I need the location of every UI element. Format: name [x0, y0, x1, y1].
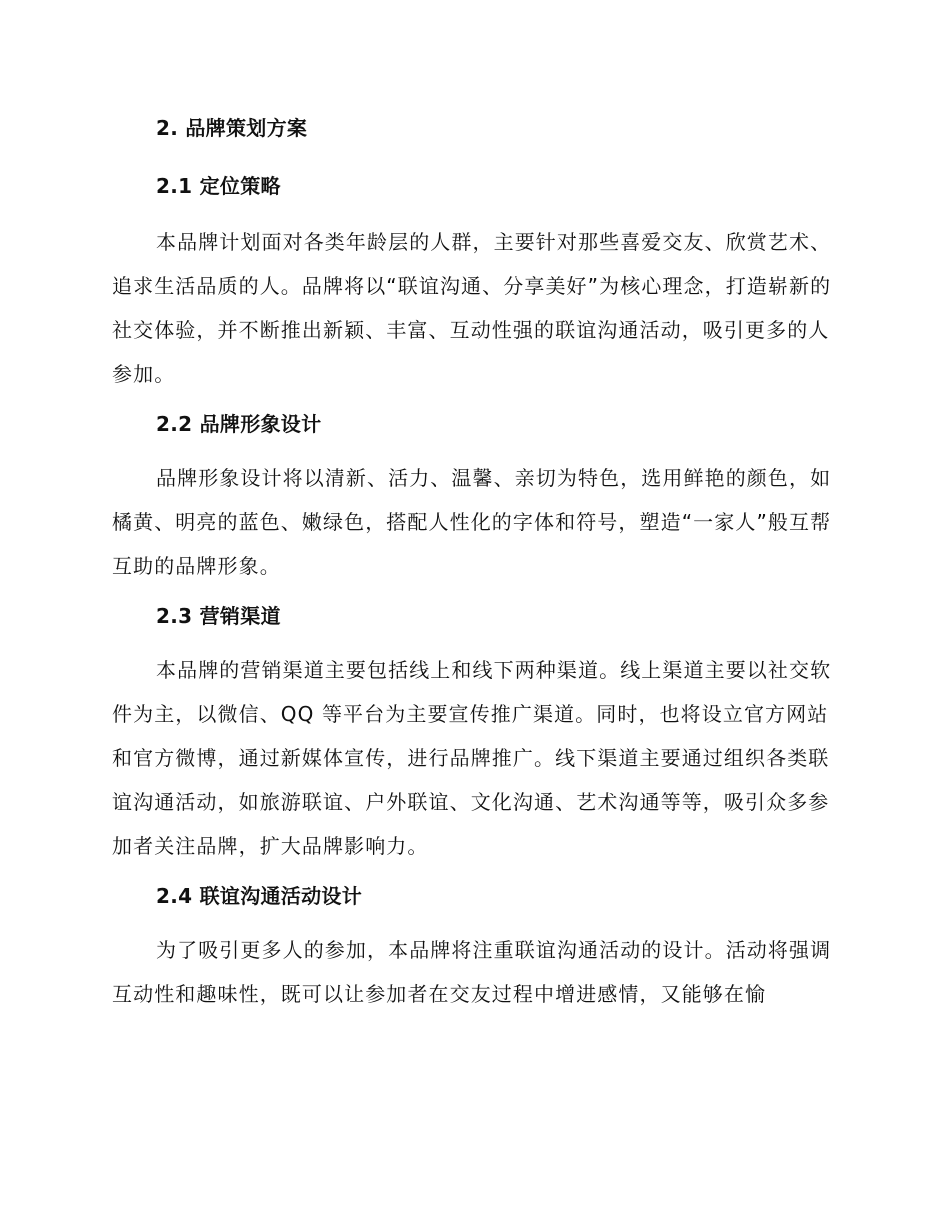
document-content — [112, 112, 832, 1016]
paragraph-marketing-channels: 本品牌的营销渠道主要包括线上和线下两种渠道。线上渠道主要以社交软件为主，以微信、QQ 等平台为主要宣传推广渠道。同时，也将设立官方网站和官方微博，通过新媒体宣传，进行品牌推广。线下渠道主要通过组织各类联谊沟通活动，如旅游联谊、户外联谊、文化沟通、艺术沟通等等，吸引众多参加者关注品牌，扩大品牌影响力。 — [112, 658, 832, 858]
section-title: 2. 品牌策划方案 — [156, 116, 308, 140]
subsection-title-marketing-channels: 2.3 营销渠道 — [156, 604, 281, 628]
paragraph-activity-design: 为了吸引更多人的参加，本品牌将注重联谊沟通活动的设计。活动将强调互动性和趣味性，既可以让参加者在交友过程中增进感情，又能够在愉 — [112, 938, 832, 1006]
subsection-title-brand-image: 2.2 品牌形象设计 — [156, 412, 322, 436]
subsection-title-activity-design: 2.4 联谊沟通活动设计 — [156, 884, 362, 908]
paragraph-positioning: 本品牌计划面对各类年龄层的人群，主要针对那些喜爱交友、欣赏艺术、追求生活品质的人。品牌将以“联谊沟通、分享美好”为核心理念，打造崭新的社交体验，并不断推出新颖、丰富、互动性强的联谊沟通活动，吸引更多的人参加。 — [112, 230, 832, 386]
subsection-title-positioning: 2.1 定位策略 — [156, 174, 281, 198]
paragraph-brand-image: 品牌形象设计将以清新、活力、温馨、亲切为特色，选用鲜艳的颜色，如橘黄、明亮的蓝色、嫩绿色，搭配人性化的字体和符号，塑造“一家人”般互帮互助的品牌形象。 — [112, 466, 832, 578]
